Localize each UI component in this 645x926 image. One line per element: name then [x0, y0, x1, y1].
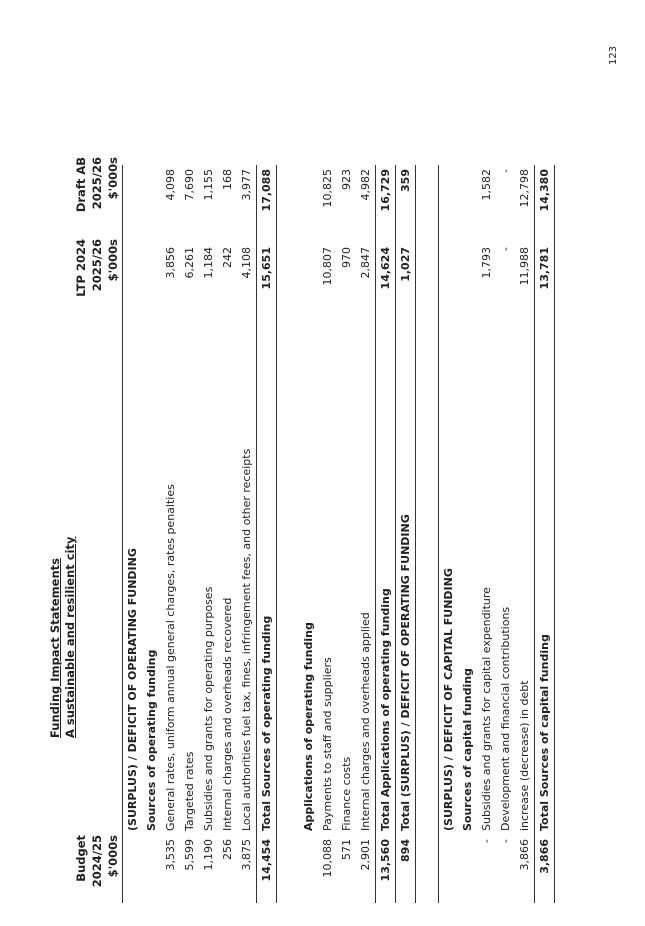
cell-ltp: 4,108 [240, 247, 253, 279]
cell-draft: 17,088 [257, 165, 277, 243]
cell-label: Total Sources of capital funding [535, 317, 555, 835]
cell-budget: 3,535 [164, 839, 177, 871]
cell-draft: 359 [396, 165, 416, 243]
capital-heading: (SURPLUS) / DEFICIT OF CAPITAL FUNDING [439, 317, 459, 835]
cell-budget: 3,875 [240, 839, 253, 871]
header-draft-ab-2025-26 [73, 157, 121, 235]
cell-label: Subsidies and grants for operating purposes [202, 586, 215, 831]
cell-ltp: 970 [340, 247, 353, 268]
cell-draft: 10,825 [321, 169, 334, 208]
subheading-row [142, 165, 161, 903]
header-line: $'000s [106, 835, 120, 878]
cell-draft: 3,977 [240, 169, 253, 201]
cell-draft: 1,582 [480, 169, 493, 201]
cell-ltp: 14,624 [376, 243, 396, 317]
header-line: Budget [74, 835, 88, 882]
table-row [356, 165, 376, 903]
title-line-2: A sustainable and resilient city [63, 536, 77, 738]
cell-budget: - [480, 839, 493, 843]
header-line: $'000s [106, 157, 120, 200]
spacer-row [416, 165, 439, 903]
cell-ltp: 1,027 [396, 243, 416, 317]
spacer-row [277, 165, 300, 903]
cell-budget: 5,599 [183, 839, 196, 871]
cell-draft: 14,380 [535, 165, 555, 243]
cell-draft: 923 [340, 169, 353, 190]
subheading-row [458, 165, 477, 903]
cell-budget: 894 [396, 835, 416, 903]
cell-draft: 4,098 [164, 169, 177, 201]
cell-label: Local authorities fuel tax, fines, infringement fees, and other receipts [240, 448, 253, 831]
table-row [161, 165, 180, 903]
cell-label: Total (SURPLUS) / DEFICIT OF OPERATING FUNDING [396, 317, 416, 835]
cell-budget: 10,088 [321, 839, 334, 878]
cell-ltp: 13,781 [535, 243, 555, 317]
cell-budget: 3,866 [535, 835, 555, 903]
cell-label: Internal charges and overheads applied [359, 612, 372, 831]
cell-ltp: 1,184 [202, 247, 215, 279]
header-line: $'000s [106, 239, 120, 282]
page-number: 123 [607, 45, 619, 66]
table-row [477, 165, 496, 903]
cell-ltp: 15,651 [257, 243, 277, 317]
cell-budget: 3,866 [518, 839, 531, 871]
total-row [376, 165, 396, 903]
section-heading-row [123, 165, 143, 903]
header-line: LTP 2024 [74, 239, 88, 297]
subheading-row [299, 165, 318, 903]
table-row [515, 165, 535, 903]
cell-budget: - [499, 839, 512, 843]
cell-budget: 2,901 [359, 839, 372, 871]
cell-ltp: 2,847 [359, 247, 372, 279]
cell-draft: 16,729 [376, 165, 396, 243]
cell-draft: 1,155 [202, 169, 215, 201]
cell-draft: 12,798 [518, 169, 531, 208]
cell-draft: - [499, 169, 512, 173]
cell-draft: 7,690 [183, 169, 196, 201]
cell-ltp: 11,988 [518, 247, 531, 286]
cell-label: Development and financial contributions [499, 606, 512, 831]
cell-label: Payments to staff and suppliers [321, 657, 334, 831]
header-line: 2025/26 [90, 157, 104, 210]
cell-ltp: 242 [221, 247, 234, 268]
cell-label: Subsidies and grants for capital expenditure [480, 587, 493, 831]
operating-heading: (SURPLUS) / DEFICIT OF OPERATING FUNDING [123, 317, 143, 835]
cell-budget: 14,454 [257, 835, 277, 903]
title-line-1: Funding Impact Statements [48, 558, 62, 738]
cell-draft: 4,982 [359, 169, 372, 201]
cell-budget: 1,190 [202, 839, 215, 871]
cell-label: Finance costs [340, 756, 353, 831]
table-row [199, 165, 218, 903]
cell-budget: 13,560 [376, 835, 396, 903]
total-row [535, 165, 555, 903]
header-line: 2024/25 [90, 835, 104, 888]
cell-draft: 168 [221, 169, 234, 190]
table-row [318, 165, 337, 903]
cell-label: Total Sources of operating funding [257, 317, 277, 835]
table-row [180, 165, 199, 903]
net-total-row [396, 165, 416, 903]
header-budget-2024-25 [73, 835, 121, 903]
header-line: 2025/26 [90, 239, 104, 292]
cell-label: Internal charges and overheads recovered [221, 597, 234, 831]
cell-ltp: 3,856 [164, 247, 177, 279]
header-ltp-2025-26 [73, 239, 121, 313]
cell-budget: 256 [221, 839, 234, 860]
cell-label: increase (decrease) in debt [518, 680, 531, 831]
table-row [496, 165, 515, 903]
section-heading-row [439, 165, 459, 903]
cell-label: Total Applications of operating funding [376, 317, 396, 835]
total-row [257, 165, 277, 903]
funding-impact-statement [48, 23, 551, 903]
table-row [337, 165, 356, 903]
cell-label: General rates, uniform annual general charges, rates penalties [164, 484, 177, 831]
statement-title [48, 537, 78, 738]
header-line: Draft AB [74, 157, 88, 213]
cell-ltp: 6,261 [183, 247, 196, 279]
cell-ltp: - [499, 247, 512, 251]
funding-table [122, 165, 555, 903]
capital-sources-heading: Sources of capital funding [461, 668, 474, 831]
table-row [218, 165, 237, 903]
cell-label: Targeted rates [183, 751, 196, 831]
operating-applications-heading: Applications of operating funding [302, 622, 315, 831]
operating-sources-heading: Sources of operating funding [145, 649, 158, 831]
cell-ltp: 1,793 [480, 247, 493, 279]
table-row [237, 165, 257, 903]
cell-budget: 571 [340, 839, 353, 860]
cell-ltp: 10,807 [321, 247, 334, 286]
